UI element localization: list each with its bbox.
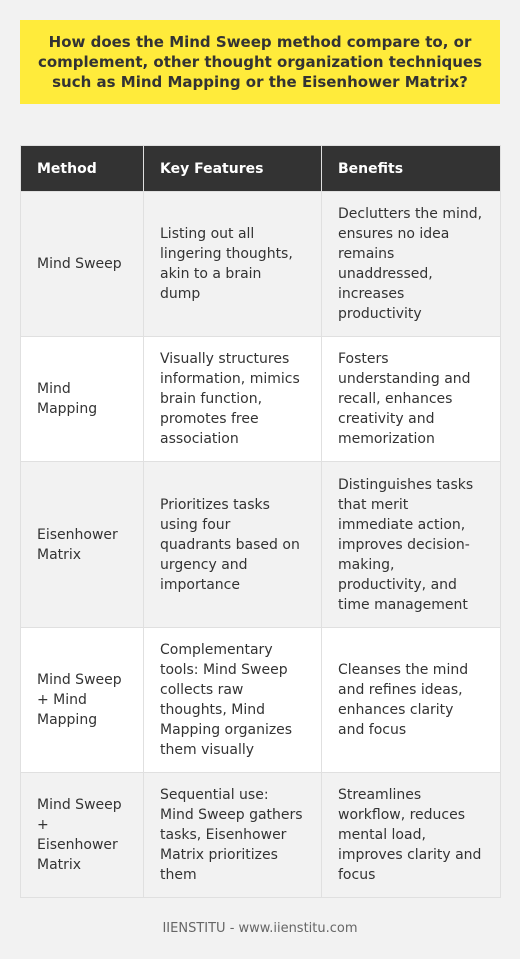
cell-method: Mind Sweep + Mind Mapping	[21, 628, 144, 773]
cell-key-features: Complementary tools: Mind Sweep collects raw thoughts, Mind Mapping organizes them visually	[144, 628, 322, 773]
header-key-features: Key Features	[144, 146, 322, 192]
cell-key-features: Visually structures information, mimics brain function, promotes free association	[144, 337, 322, 462]
page-title: How does the Mind Sweep method compare to, or complement, other thought organization techniques such as Mind Mapping or the Eisenhower Matrix?	[37, 33, 483, 91]
table-row	[21, 773, 501, 898]
title-banner	[20, 20, 500, 104]
table-header-row	[21, 146, 501, 192]
cell-method: Mind Sweep + Eisenhower Matrix	[21, 773, 144, 898]
cell-key-features: Listing out all lingering thoughts, akin to a brain dump	[144, 192, 322, 337]
table-row	[21, 337, 501, 462]
cell-benefits: Fosters understanding and recall, enhances creativity and memorization	[322, 337, 501, 462]
cell-benefits: Cleanses the mind and refines ideas, enhances clarity and focus	[322, 628, 501, 773]
cell-benefits: Distinguishes tasks that merit immediate action, improves decision-making, productivity, and time management	[322, 462, 501, 628]
cell-benefits: Declutters the mind, ensures no idea remains unaddressed, increases productivity	[322, 192, 501, 337]
header-method: Method	[21, 146, 144, 192]
table-row	[21, 462, 501, 628]
comparison-table	[20, 145, 501, 898]
cell-benefits: Streamlines workflow, reduces mental load, improves clarity and focus	[322, 773, 501, 898]
cell-method: Mind Mapping	[21, 337, 144, 462]
header-benefits: Benefits	[322, 146, 501, 192]
footer-source: IIENSTITU - www.iienstitu.com	[162, 921, 358, 936]
cell-method: Eisenhower Matrix	[21, 462, 144, 628]
cell-key-features: Prioritizes tasks using four quadrants based on urgency and importance	[144, 462, 322, 628]
cell-method: Mind Sweep	[21, 192, 144, 337]
cell-key-features: Sequential use: Mind Sweep gathers tasks, Eisenhower Matrix prioritizes them	[144, 773, 322, 898]
table-row	[21, 628, 501, 773]
table-row	[21, 192, 501, 337]
